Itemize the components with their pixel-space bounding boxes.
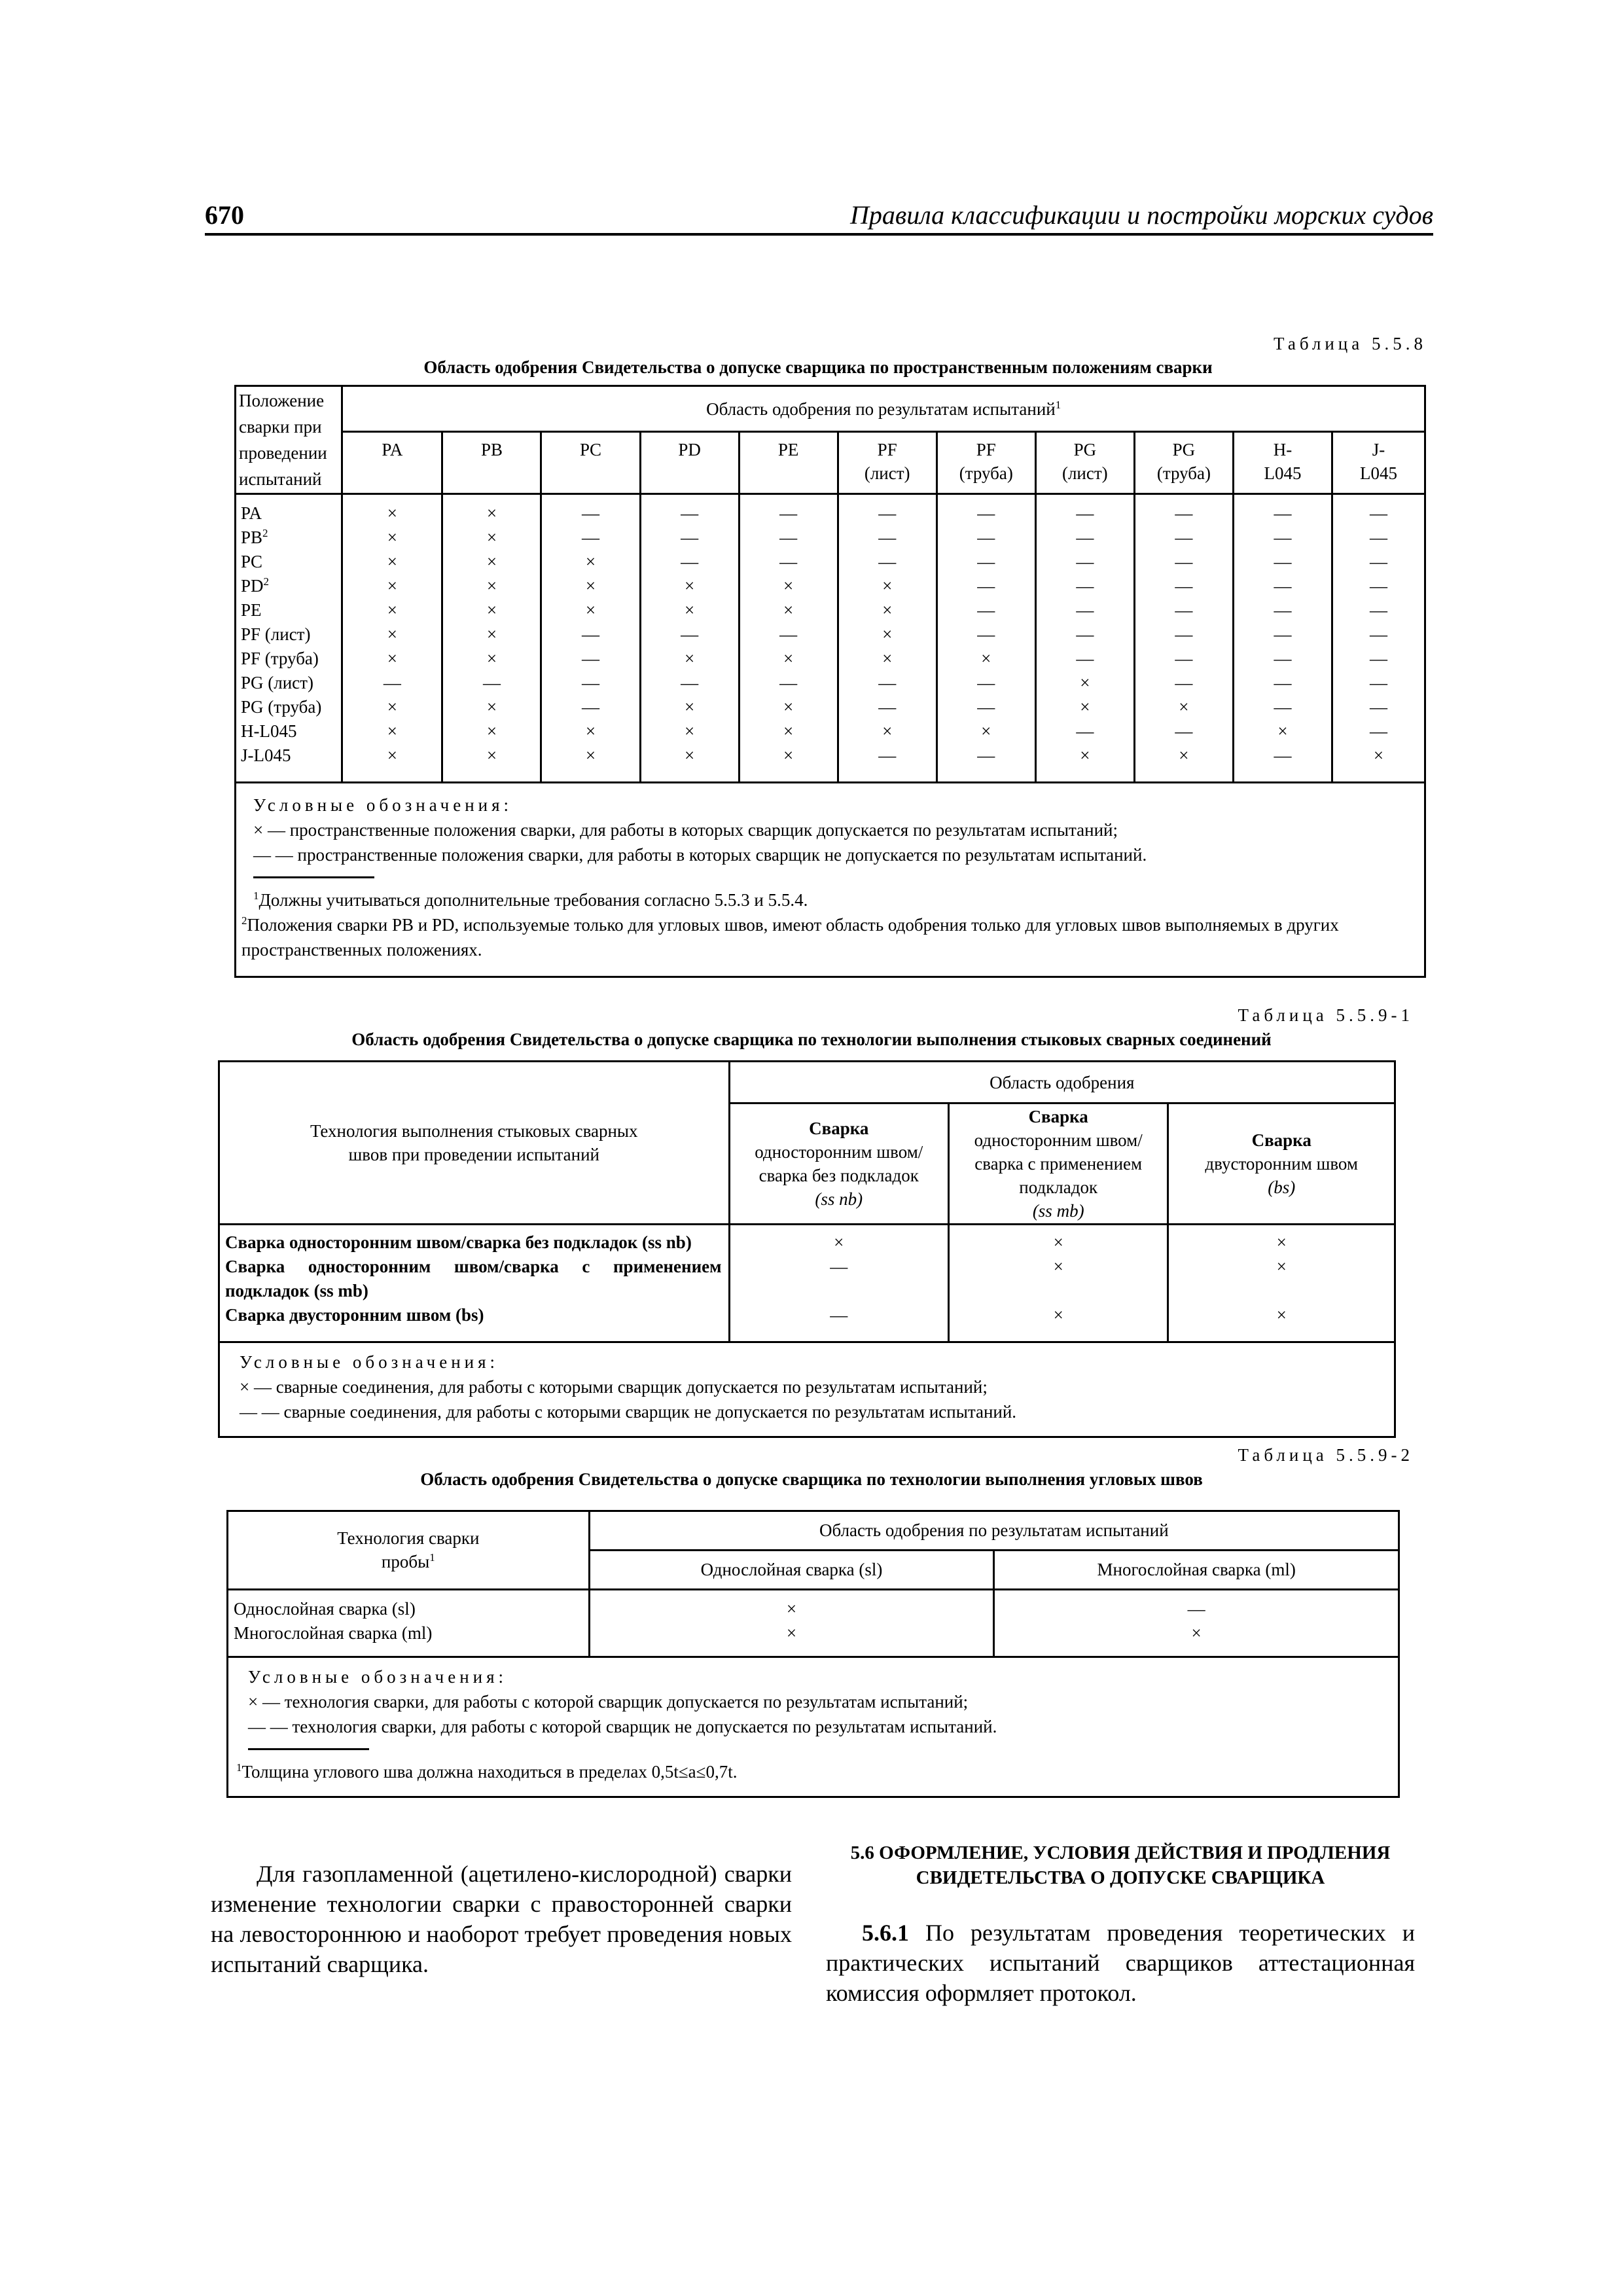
table1-cell: × <box>486 624 497 645</box>
table1-value-column <box>541 494 640 783</box>
table1-cell: × <box>387 745 397 766</box>
table1-cell: × <box>387 528 397 548</box>
table2-cell: × <box>1276 1232 1287 1252</box>
page-header <box>205 202 1433 236</box>
table1-cell: — <box>977 624 995 645</box>
table1-value-column <box>936 494 1035 783</box>
table2-cell: — <box>830 1257 848 1276</box>
table1-cell: — <box>878 552 897 572</box>
table1-cell: — <box>1076 528 1094 548</box>
section-heading: 5.6 ОФОРМЛЕНИЕ, УСЛОВИЯ ДЕЙСТВИЯ И ПРОДЛЕНИЯ СВИДЕТЕЛЬСТВА О ДОПУСКЕ СВАРЩИКА <box>850 1842 1391 1888</box>
table3-row-labels <box>228 1589 590 1657</box>
table1-cell: — <box>1274 503 1292 524</box>
table1-col-header <box>838 432 936 494</box>
table1-col-sub: L045 <box>1264 463 1302 484</box>
table1-value-column <box>1332 494 1425 783</box>
row-label-text: PC <box>241 552 263 572</box>
table1-cell: — <box>1274 576 1292 596</box>
table1-cell: — <box>878 745 897 766</box>
table1-cell: — <box>482 673 501 693</box>
table1-cell: × <box>486 745 497 766</box>
table1-title: Область одобрения Свидетельства о допуске сварщика по пространственным положениям сварки <box>423 357 1213 377</box>
left-paragraph: Для газопламенной (ацетилено-кислородной) сварки изменение технологии сварки с правосторонней сварки на левостороннюю и наоборот требует проведения новых испытаний сварщика. <box>211 1861 792 1977</box>
row-label-text: PF (лист) <box>241 624 311 645</box>
table1-col-code: PG <box>1172 440 1196 460</box>
row-label-text: PG (труба) <box>241 697 322 717</box>
table3-corner-header: Технология сварки пробы$^1$ <box>228 1511 590 1590</box>
running-title: Правила классификации и постройки морских судов <box>849 200 1433 230</box>
table1-group-header: Область одобрения по результатам испытаний$^1$ <box>342 386 1425 432</box>
table1-cell: — <box>1369 697 1387 717</box>
table1-col-code: H- <box>1273 440 1293 460</box>
table1-cell: — <box>1369 624 1387 645</box>
table2-row-label: Сварка односторонним швом/сварка без подкладок (ss nb) <box>225 1232 692 1252</box>
table1-cell: — <box>1369 576 1387 596</box>
table1-cell: × <box>387 503 397 524</box>
table3-row-label: Многослойная сварка (ml) <box>234 1623 433 1643</box>
table1-cell: — <box>1175 600 1193 620</box>
table1-cell: — <box>1274 649 1292 669</box>
table1-cell: × <box>783 745 794 766</box>
table1-cell: — <box>977 600 995 620</box>
table2-value-column <box>1168 1225 1395 1342</box>
table1-legend-title: Условные обозначения: <box>253 795 513 816</box>
table1-cell: — <box>582 503 600 524</box>
table3-cell: × <box>786 1598 797 1619</box>
table1-row-label <box>237 744 340 768</box>
table1-cell: — <box>779 552 798 572</box>
table1-col-header <box>1035 432 1134 494</box>
table1-cell: × <box>684 721 695 742</box>
table1-cell: — <box>1274 600 1292 620</box>
row-label-text: PG (лист) <box>241 673 313 693</box>
table1-cell: — <box>1175 528 1193 548</box>
table1-cell: × <box>387 552 397 572</box>
table1-cell: — <box>878 673 897 693</box>
table1-cell: × <box>1080 673 1090 693</box>
table1-cell: — <box>681 624 699 645</box>
table3-label: Таблица 5.5.9-2 <box>1238 1445 1414 1465</box>
table1-row-labels <box>236 494 342 783</box>
row-label-text: PA <box>241 503 262 524</box>
table1-row-label <box>237 647 340 671</box>
table1-cell: — <box>1369 600 1387 620</box>
table1-value-column <box>342 494 442 783</box>
table1-cell: — <box>779 673 798 693</box>
table1-col-header <box>1134 432 1233 494</box>
table1-row-label <box>237 526 340 550</box>
row-label-text: H-L045 <box>241 721 297 742</box>
table1-cell: — <box>977 745 995 766</box>
table1-col-sub: (труба) <box>1156 463 1211 484</box>
row-label-text: PE <box>241 600 262 620</box>
table1-cell: — <box>977 528 995 548</box>
table2-cell: × <box>1276 1305 1287 1325</box>
table1-col-header <box>1233 432 1332 494</box>
table1-cell: × <box>783 697 794 717</box>
table1-col-code: PB <box>480 440 503 460</box>
table1-cell: — <box>1175 624 1193 645</box>
table1-cell: — <box>779 624 798 645</box>
table1-cell: × <box>783 600 794 620</box>
table1-cell: × <box>882 624 893 645</box>
table2-value-column <box>948 1225 1168 1342</box>
table1-value-column <box>1233 494 1332 783</box>
table1-cell: — <box>582 673 600 693</box>
table1-legend-cross: × — пространственные положения сварки, для работы в которых сварщик допускается по результатам испытаний; <box>253 820 1118 840</box>
table1-cell: × <box>387 600 397 620</box>
table1-cell: — <box>977 673 995 693</box>
table3-col-sl: Однослойная сварка (sl) <box>589 1550 994 1589</box>
table3-cell: × <box>1191 1623 1202 1643</box>
table1-col-code: PA <box>382 440 403 460</box>
table1-cell: — <box>1175 649 1193 669</box>
table1-cell: × <box>684 576 695 596</box>
table2-cell: × <box>834 1232 844 1252</box>
footnote-rule <box>253 876 374 878</box>
table1-cell: — <box>1175 576 1193 596</box>
table3-cell: × <box>786 1623 797 1643</box>
table1-col-code: PC <box>580 440 602 460</box>
table1-cell: × <box>1179 697 1189 717</box>
table1-cell: × <box>486 697 497 717</box>
row-label-sup: 2 <box>262 527 268 540</box>
table1-footnote-1: $^1$Должны учитываться дополнительные требования согласно 5.5.3 и 5.5.4. <box>253 889 808 910</box>
table1-cell: × <box>387 624 397 645</box>
table1-cell: — <box>1076 624 1094 645</box>
table1-value-column <box>1035 494 1134 783</box>
table1-cell: — <box>681 673 699 693</box>
table1-col-sub: L045 <box>1359 463 1397 484</box>
table1-cell: × <box>486 600 497 620</box>
table2-legend-title: Условные обозначения: <box>240 1352 499 1372</box>
table1-col-header <box>936 432 1035 494</box>
table1-cell: — <box>977 576 995 596</box>
table1-cell: × <box>585 721 596 742</box>
table1-cell: — <box>977 503 995 524</box>
table1-cell: — <box>1369 528 1387 548</box>
table1-cell: × <box>585 552 596 572</box>
table2-cell: × <box>1053 1232 1063 1252</box>
table2-col-ss-mb: Сварка односторонним швом/ сварка с применением подкладок (ss mb) <box>948 1103 1168 1225</box>
row-label-text: PD <box>241 576 264 596</box>
table1-cell: — <box>1369 721 1387 742</box>
table1-cell: — <box>1274 673 1292 693</box>
table1-cell: — <box>1175 673 1193 693</box>
table1-cell: × <box>1080 697 1090 717</box>
table1-col-header <box>541 432 640 494</box>
table1-cell: × <box>684 745 695 766</box>
table1-cell: — <box>1076 721 1094 742</box>
table2-corner-header: Технология выполнения стыковых сварных швов при проведении испытаний <box>219 1062 730 1225</box>
table1-col-header <box>1332 432 1425 494</box>
table2-cell: × <box>1053 1305 1063 1325</box>
table2-cell: × <box>1276 1257 1287 1276</box>
table1-col-header <box>739 432 838 494</box>
row-label-sup: 2 <box>263 575 270 588</box>
table1-col-header <box>442 432 541 494</box>
clause-5-6-1: 5.6.1 По результатам проведения теоретических и практических испытаний сварщиков аттестационная комиссия оформляет протокол. <box>826 1920 1415 2006</box>
table1-cell: — <box>681 528 699 548</box>
table1-cell: × <box>882 721 893 742</box>
table1-cell: × <box>387 576 397 596</box>
table1-cell: × <box>981 721 991 742</box>
table1-row-label <box>237 598 340 622</box>
table1-cell: × <box>783 721 794 742</box>
table1-cell: × <box>783 576 794 596</box>
table1-row-label <box>237 550 340 574</box>
table1-cell: — <box>1076 503 1094 524</box>
table3-legend-title: Условные обозначения: <box>248 1666 508 1687</box>
table1-cell: — <box>1274 697 1292 717</box>
row-label-text: J-L045 <box>241 745 291 766</box>
table2-label: Таблица 5.5.9-1 <box>1238 1005 1414 1025</box>
table2-cell: × <box>1053 1257 1063 1276</box>
table3-col-ml: Многослойная сварка (ml) <box>994 1550 1399 1589</box>
table3 <box>226 1510 1400 1798</box>
table1-col-header <box>640 432 739 494</box>
table1-cell: — <box>779 528 798 548</box>
table1-row-label <box>237 501 340 526</box>
table1-row-label <box>237 622 340 647</box>
table1-cell: × <box>783 649 794 669</box>
table1-cell: × <box>1373 745 1384 766</box>
table2-title: Область одобрения Свидетельства о допуске сварщика по технологии выполнения стыковых сварных соединений <box>351 1030 1272 1049</box>
table1-cell: × <box>684 697 695 717</box>
table3-legend-dash: — — технология сварки, для работы с которой сварщик не допускается по результатам испытаний. <box>248 1716 997 1736</box>
table3-value-column <box>589 1589 994 1657</box>
table1-cell: — <box>977 697 995 717</box>
table1-value-column <box>640 494 739 783</box>
table1-cell: — <box>1175 552 1193 572</box>
table1-label: Таблица 5.5.8 <box>1274 334 1427 353</box>
table1-value-column <box>442 494 541 783</box>
table1-corner-header: Положение сварки при проведении испытаний <box>236 386 342 494</box>
table1-cell: × <box>387 721 397 742</box>
table1-row-label <box>237 574 340 598</box>
table3-legend <box>228 1657 1399 1797</box>
table1-cell: × <box>486 576 497 596</box>
table1-cell: — <box>1076 576 1094 596</box>
table1-cell: × <box>882 576 893 596</box>
table2-row-labels <box>219 1225 730 1342</box>
table1-cell: — <box>582 697 600 717</box>
table1-cell: × <box>1080 745 1090 766</box>
row-label-text: PF (труба) <box>241 649 319 669</box>
table1-col-header <box>342 432 442 494</box>
table2-row-label: Сварка односторонним швом/сварка с применением подкладок (ss mb) <box>225 1257 722 1300</box>
table1-col-code: PG <box>1073 440 1097 460</box>
table1-cell: — <box>383 673 401 693</box>
table1-cell: — <box>582 649 600 669</box>
footnote-rule <box>248 1748 369 1750</box>
table1-cell: — <box>582 624 600 645</box>
table1-cell: — <box>1076 552 1094 572</box>
table1-col-sub: (труба) <box>959 463 1013 484</box>
table2 <box>218 1060 1396 1438</box>
table3-cell: — <box>1187 1598 1205 1619</box>
table3-legend-cross: × — технология сварки, для работы с которой сварщик допускается по результатам испытаний; <box>248 1691 969 1712</box>
table2-legend-cross: × — сварные соединения, для работы с которыми сварщик допускается по результатам испытаний; <box>240 1377 988 1397</box>
table1-cell: × <box>486 528 497 548</box>
table1-cell: × <box>387 649 397 669</box>
table1-cell: — <box>1274 528 1292 548</box>
table2-row-label: Сварка двусторонним швом (bs) <box>225 1305 484 1325</box>
table1-cell: — <box>681 552 699 572</box>
table2-legend <box>219 1342 1395 1437</box>
table2-cell: — <box>830 1305 848 1325</box>
table1-cell: — <box>1076 600 1094 620</box>
table2-value-column <box>729 1225 948 1342</box>
table1-cell: — <box>977 552 995 572</box>
table1-cell: — <box>878 503 897 524</box>
table1-cell: — <box>1274 624 1292 645</box>
table1-col-code: PE <box>777 440 799 460</box>
table1-col-code: J- <box>1372 440 1385 460</box>
table1-cell: × <box>684 600 695 620</box>
table1-cell: × <box>486 552 497 572</box>
table1-col-code: PD <box>678 440 701 460</box>
table1-footnote-2: $^2$Положения сварки PB и PD, используемые только для угловых швов, имеют область одобрения только для угловых швов выполняемых в других пространственных положениях. <box>241 914 1339 960</box>
table1-cell: — <box>779 503 798 524</box>
table2-legend-dash: — — сварные соединения, для работы с которыми сварщик не допускается по результатам испытаний. <box>240 1402 1017 1422</box>
table1-cell: × <box>486 649 497 669</box>
table1-cell: × <box>585 600 596 620</box>
table1-cell: × <box>981 649 991 669</box>
table3-footnote-1: $^1$Толщина углового шва должна находиться в пределах 0,5t≤a≤0,7t. <box>236 1761 738 1782</box>
table1-cell: — <box>1369 503 1387 524</box>
table1-cell: — <box>878 697 897 717</box>
table1-col-sub: (лист) <box>864 463 910 484</box>
table1-value-column <box>739 494 838 783</box>
table2-group-header: Область одобрения <box>729 1062 1395 1103</box>
table1-cell: — <box>681 503 699 524</box>
table2-col-bs: Сварка двусторонним швом (bs) <box>1168 1103 1395 1225</box>
table1-row-label <box>237 719 340 744</box>
table1-cell: × <box>882 649 893 669</box>
table1-cell: — <box>1175 721 1193 742</box>
table1-cell: — <box>1076 649 1094 669</box>
table1-col-sub: (лист) <box>1061 463 1108 484</box>
table1-cell: — <box>878 528 897 548</box>
table1-row-label <box>237 671 340 695</box>
table1-cell: × <box>882 600 893 620</box>
table3-title: Область одобрения Свидетельства о допуске сварщика по технологии выполнения угловых швов <box>420 1469 1203 1489</box>
table1-col-code: PF <box>976 440 996 460</box>
table1-cell: × <box>684 649 695 669</box>
table1-cell: × <box>1179 745 1189 766</box>
table3-row-label: Однослойная сварка (sl) <box>234 1598 416 1619</box>
table1-cell: — <box>1369 649 1387 669</box>
table1-legend <box>236 783 1425 977</box>
table3-value-column <box>994 1589 1399 1657</box>
row-label-text: PB <box>241 528 263 548</box>
table1-cell: — <box>1369 552 1387 572</box>
page-number: 670 <box>205 200 244 230</box>
table1-cell: — <box>1369 673 1387 693</box>
table1 <box>234 385 1426 978</box>
table1-cell: — <box>582 528 600 548</box>
table1-value-column <box>1134 494 1233 783</box>
table3-group-header: Область одобрения по результатам испытаний <box>589 1511 1399 1551</box>
table1-cell: × <box>486 503 497 524</box>
table1-cell: × <box>387 697 397 717</box>
table1-cell: × <box>585 745 596 766</box>
table1-cell: × <box>486 721 497 742</box>
table1-cell: × <box>1277 721 1288 742</box>
table1-row-label <box>237 695 340 719</box>
table1-legend-dash: — — пространственные положения сварки, для работы в которых сварщик не допускается по результатам испытаний. <box>253 845 1147 865</box>
table2-col-ss-nb: Сварка односторонним швом/ сварка без подкладок (ss nb) <box>729 1103 948 1225</box>
table1-cell: × <box>585 576 596 596</box>
table1-cell: — <box>1274 745 1292 766</box>
table1-col-code: PF <box>877 440 897 460</box>
table1-cell: — <box>1274 552 1292 572</box>
table1-cell: — <box>1175 503 1193 524</box>
table1-value-column <box>838 494 936 783</box>
